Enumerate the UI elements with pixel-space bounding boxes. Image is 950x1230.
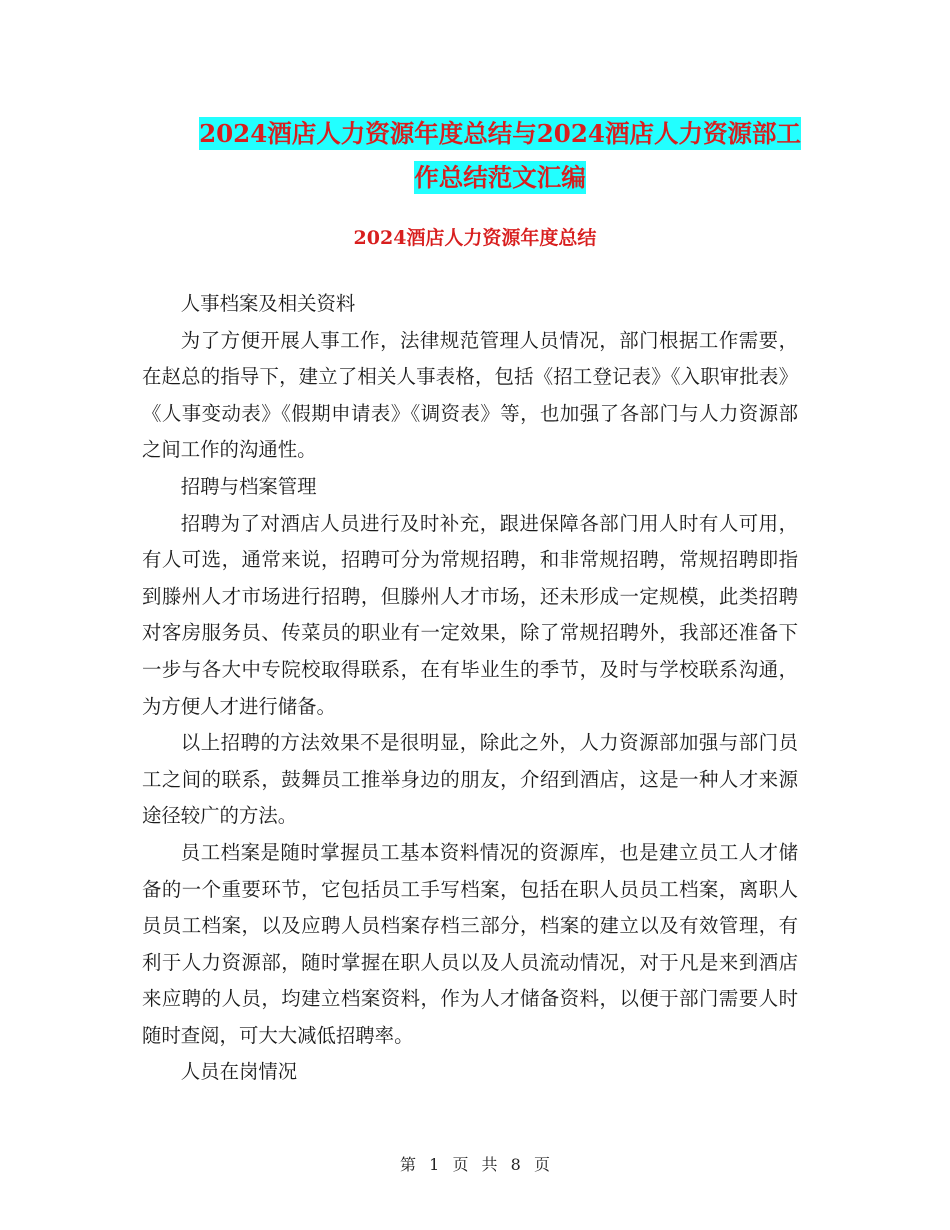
paragraph: 员工档案是随时掌握员工基本资料情况的资源库，也是建立员工人才储备的一个重要环节，它包括员工手写档案，包括在职人员员工档案，离职人员员工档案，以及应聘人员档案存档三部分，档案的建立以及有效管理，有利于人力资源部，随时掌握在职人员以及人员流动情况，对于凡是来到酒店来应聘的人员，均建立档案资料，作为人才储备资料，以便于部门需要人时随时查阅，可大大减低招聘率。 [142,840,798,1047]
section-title: 2024酒店人力资源年度总结 [353,227,597,249]
footer-page-unit: 页 [452,1155,469,1174]
page-footer [0,1152,950,1175]
document-body [142,286,798,1091]
paragraph-heading: 招聘与档案管理 [180,474,317,498]
paragraph-heading: 人员在岗情况 [180,1060,298,1084]
paragraph: 招聘为了对酒店人员进行及时补充，跟进保障各部门用人时有人可用，有人可选，通常来说，招聘可分为常规招聘，和非常规招聘，常规招聘即指到滕州人才市场进行招聘，但滕州人才市场，还未形成一定规模，此类招聘对客房服务员、传菜员的职业有一定效果，除了常规招聘外，我部还准备下一步与各大中专院校取得联系，在有毕业生的季节，及时与学校联系沟通，为方便人才进行储备。 [142,511,798,718]
document-title [120,112,880,200]
paragraph: 以上招聘的方法效果不是很明显，除此之外，人力资源部加强与部门员工之间的联系，鼓舞员工推举身边的朋友，介绍到酒店，这是一种人才来源途径较广的方法。 [142,731,798,828]
footer-total-label: 共 [481,1155,498,1174]
footer-total-unit: 页 [533,1155,550,1174]
footer-page-number: 1 [429,1155,440,1174]
paragraph-heading: 人事档案及相关资料 [180,292,356,315]
paragraph: 为了方便开展人事工作，法律规范管理人员情况，部门根据工作需要，在赵总的指导下，建立了相关人事表格，包括《招工登记表》《入职审批表》《人事变动表》《假期申请表》《调资表》等，也加强了各部门与人力资源部之间工作的沟通性。 [142,328,798,462]
footer-page-label: 第 [400,1155,417,1174]
document-title-line1: 2024酒店人力资源年度总结与2024酒店人力资源部工 [199,119,801,148]
footer-total-number: 8 [510,1155,521,1174]
document-title-line2: 作总结范文汇编 [414,163,586,192]
